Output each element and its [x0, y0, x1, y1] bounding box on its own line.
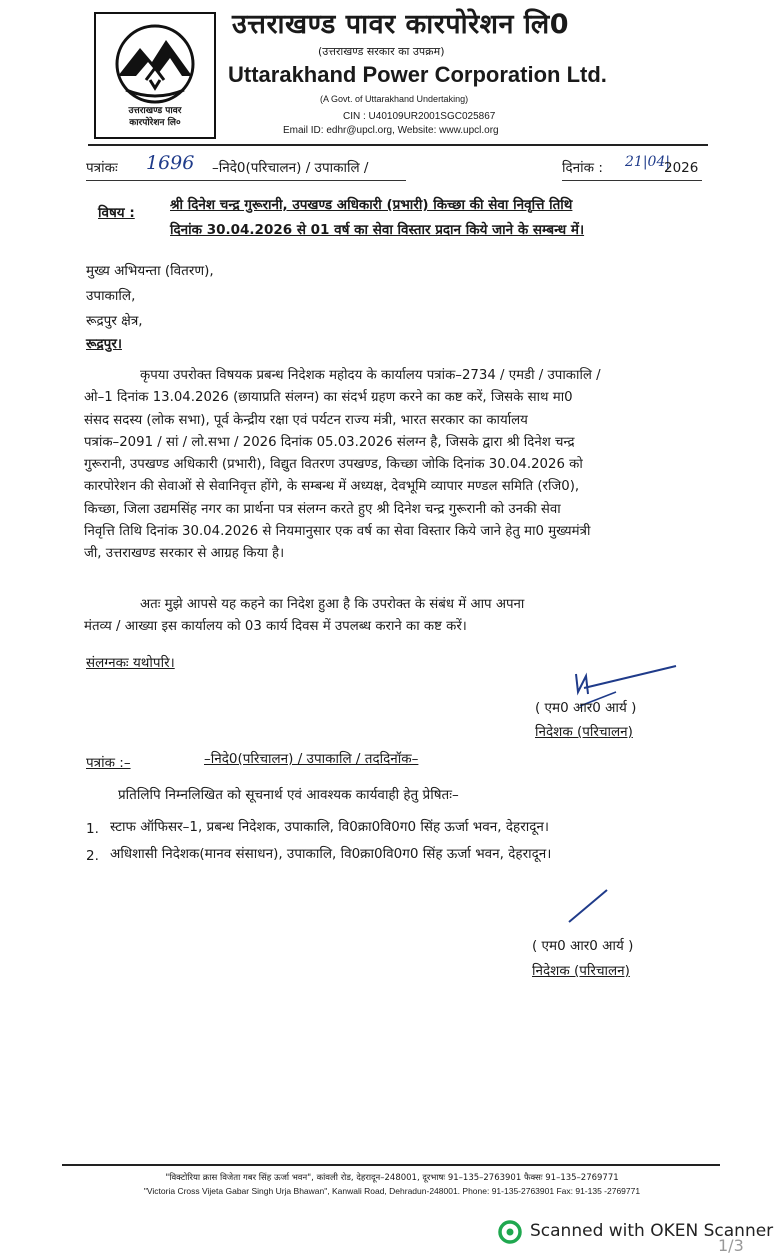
subtitle-english: (A Govt. of Uttarakhand Undertaking)	[320, 94, 469, 104]
copy-item-2-text: अधिशासी निदेशक(मानव संसाधन), उपाकालि, वि0क्रा0वि0ग0 सिंह ऊर्जा भवन, देहरादून।	[110, 846, 552, 862]
para1-line: गुरूरानी, उपखण्ड अधिकारी (प्रभारी), विद्युत वितरण उपखण्ड, किच्छा जोकि दिनांक 30.04.2026 को	[84, 457, 583, 473]
date-label: दिनांक :	[562, 160, 603, 176]
copy-ref-text: –निदे0(परिचालन) / उपाकालि / तददिनॉक–	[204, 751, 419, 767]
copy-ref-label: पत्रांक :–	[86, 755, 131, 771]
subtitle-hindi: (उत्तराखण्ड सरकार का उपक्रम)	[318, 45, 445, 58]
signature2-title: निदेशक (परिचालन)	[532, 963, 630, 979]
date-underline	[562, 180, 702, 181]
ref-number: 1696	[146, 152, 195, 174]
addressee-line2: उपाकालि,	[86, 288, 136, 304]
signature2-stroke-icon	[565, 886, 615, 926]
page-count: 1/3	[718, 1236, 744, 1255]
addressee-line3: रूद्रपुर क्षेत्र,	[86, 313, 143, 329]
ref-text: –निदे0(परिचालन) / उपाकालि /	[212, 160, 369, 176]
date-value: 21|04|	[625, 154, 671, 170]
body-paragraph-1	[84, 365, 704, 566]
body-paragraph-2	[84, 594, 704, 639]
ref-underline	[86, 180, 406, 181]
email-website: Email ID: edhr@upcl.org, Website: www.upcl.org	[283, 125, 499, 136]
scanner-text: Scanned with OKEN Scanner	[530, 1221, 774, 1241]
copy-item-1-num: 1.	[86, 821, 99, 837]
copy-item-1-text: स्टाफ ऑफिसर–1, प्रबन्ध निदेशक, उपाकालि, वि0क्रा0वि0ग0 सिंह ऊर्जा भवन, देहरादून।	[110, 819, 550, 835]
header-rule	[88, 144, 708, 146]
footer-english: "Victoria Cross Vijeta Gabar Singh Urja Bhawan", Kanwali Road, Dehradun-248001. Phone: 91-135-2763901 Fax: 91-135 -2769771	[143, 1186, 641, 1196]
para1-line: संसद सदस्य (लोक सभा), पूर्व केन्द्रीय रक्षा एवं पर्यटन राज्य मंत्री, भारत सरकार का कार्यालय	[84, 412, 528, 428]
signature1-title: निदेशक (परिचालन)	[535, 724, 633, 740]
logo-text-line1: उत्तराखण्ड पावर	[128, 106, 182, 116]
title-hindi: उत्तराखण्ड पावर कारपोरेशन लि0	[232, 9, 570, 40]
subject-line2: दिनांक 30.04.2026 से 01 वर्ष का सेवा विस्तार प्रदान किये जाने के सम्बन्ध में।	[170, 222, 585, 238]
para2-line: अतः मुझे आपसे यह कहने का निदेश हुआ है कि उपरोक्त के संबंध में आप अपना	[140, 597, 525, 612]
enclosure-note: संलग्नकः यथोपरि।	[86, 655, 175, 671]
para1-line: ओ–1 दिनांक 13.04.2026 (छायाप्रति संलग्न) का संदर्भ ग्रहण करने का कष्ट करें, जिसके साथ मा0	[84, 390, 573, 406]
signature1-name: ( एम0 आर0 आर्य )	[535, 700, 637, 716]
title-english: Uttarakhand Power Corporation Ltd.	[228, 62, 607, 87]
footer-hindi: "विक्टोरिया क्रास विजेता गबर सिंह ऊर्जा भवन", कांवली रोड, देहरादून–248001, दूरभाषः 91–135–2763901 फैक्सः 91–135–2769771	[165, 1173, 619, 1183]
copy-item-2-num: 2.	[86, 848, 99, 864]
subject-line1: श्री दिनेश चन्द्र गुरूरानी, उपखण्ड अधिकारी (प्रभारी) किच्छा की सेवा निवृत्ति तिथि	[170, 197, 573, 213]
date-year: 2026	[664, 160, 699, 176]
logo-emblem-icon	[96, 18, 214, 108]
addressee-line1: मुख्य अभियन्ता (वितरण),	[86, 263, 214, 279]
logo-text-line2: कारपोरेशन लि०	[129, 118, 181, 128]
ref-label: पत्रांकः	[86, 160, 118, 176]
para1-line: निवृत्ति तिथि दिनांक 30.04.2026 से नियमानुसार एक वर्ष का सेवा विस्तार किये जाने हेतु मा0 मुख्यमंत्री	[84, 524, 591, 540]
scanner-logo-icon	[498, 1220, 522, 1244]
signature2-name: ( एम0 आर0 आर्य )	[532, 938, 634, 954]
cin-number: CIN : U40109UR2001SGC025867	[343, 111, 496, 122]
para1-line: किच्छा, जिला उद्यमसिंह नगर का प्रार्थना पत्र संलग्न करते हुए श्री दिनेश चन्द्र गुरूरानी को उनकी सेवा	[84, 501, 561, 517]
company-logo	[94, 12, 216, 139]
para1-line: कारपोरेशन की सेवाओं से सेवानिवृत्त होंगे, के सम्बन्ध में अध्यक्ष, देवभूमि व्यापार मण्डल समिति (रजि0),	[84, 479, 580, 495]
para1-line: कृपया उपरोक्त विषयक प्रबन्ध निदेशक महोदय के कार्यालय पत्रांक–2734 / एमडी / उपाकालि /	[140, 368, 601, 383]
footer-rule	[62, 1164, 720, 1166]
para1-line: जी, उत्तराखण्ड सरकार से आग्रह किया है।	[84, 546, 285, 562]
para2-line: मंतव्य / आख्या इस कार्यालय को 03 कार्य दिवस में उपलब्ध कराने का कष्ट करें।	[84, 619, 467, 635]
subject-label: विषय :	[98, 205, 135, 221]
addressee-line4: रूद्रपुर।	[86, 336, 122, 352]
copy-intro: प्रतिलिपि निम्नलिखित को सूचनार्थ एवं आवश्यक कार्यवाही हेतु प्रेषितः–	[118, 787, 459, 803]
para1-line: पत्रांक–2091 / सां / लो.सभा / 2026 दिनांक 05.03.2026 संलग्न है, जिसके द्वारा श्री दिनेश चन्द्र	[84, 434, 575, 450]
